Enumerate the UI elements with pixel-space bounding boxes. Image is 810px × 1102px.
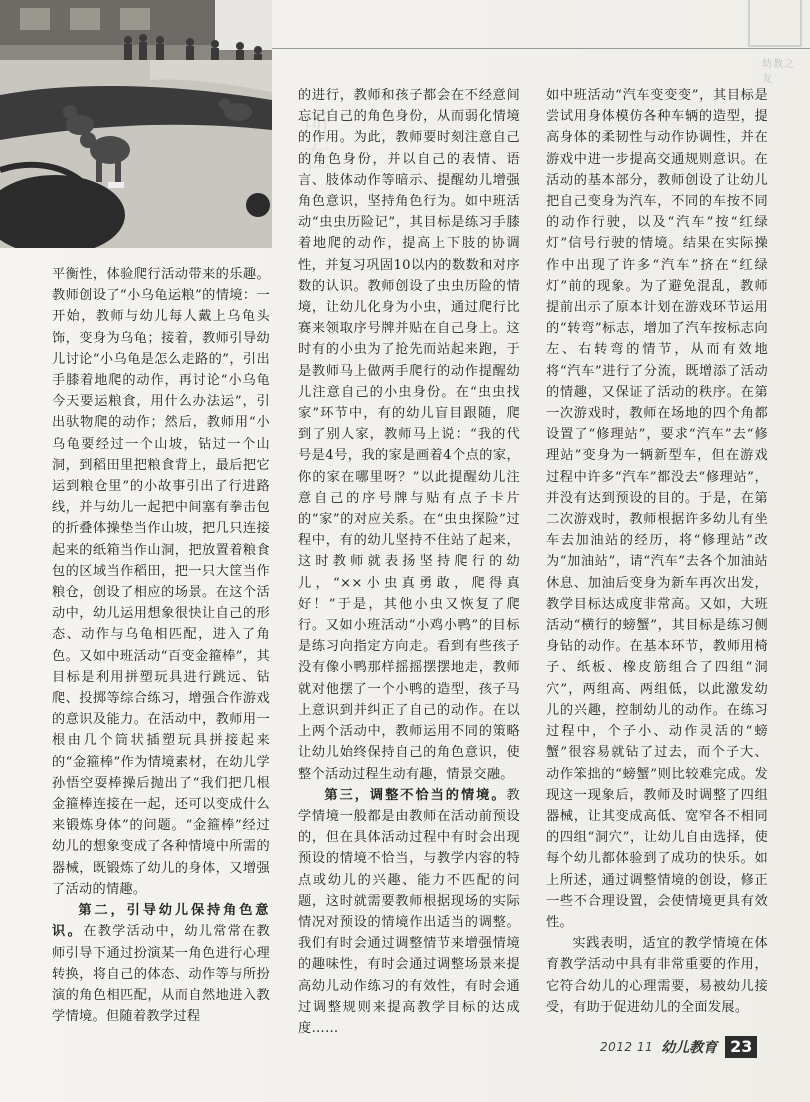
paragraph: 的进行，教师和孩子都会在不经意间忘记自己的角色身份，从而弱化情境的作用。为此，教师要时刻注意自己的角色身份，并以自己的表情、语言、肢体动作等暗示、提醒幼儿增强角色意识，坚持角色行为。如中班活动“虫虫历险记”，其目标是练习手膝着地爬的动作，提高上下肢的协调性，并复习巩固10以内的数数和对序数的认识。教师创设了虫虫历险的情境，让幼儿化身为小虫，通过爬行比赛来领取序号牌并贴在自己身上。这时有的小虫为了抢先而站起来跑，于是教师马上做两手爬行的动作提醒幼儿注意自己的小虫身份。在“虫虫找家”环节中，有的幼儿盲目跟随，爬到了别人家，教师马上说：“我的代号是4号，我的家是画着4个点的家，你的家在哪里呀？”以此提醒幼儿注意自己的序号牌与贴有点子卡片的“家”的对应关系。在“虫虫探险”过程中，有的幼儿坚持不住站了起来，这时教师就表扬坚持爬行的幼儿，“××小虫真勇敢，爬得真好！”于是，其他小虫又恢复了爬行。又如小班活动“小鸡小鸭”的目标是练习向指定方向走。看到有些孩子没有像小鸭那样摇摇摆摆地走，教师就对他摆了一个小鸭的造型，孩子马上意识到并纠正了自己的动作。在以上两个活动中，教师运用不同的策略让幼儿始终保持自己的角色意识，使整个活动过程生动有趣，情景交融。 [298,88,520,782]
paragraph: 平衡性，体验爬行活动带来的乐趣。教师创设了“小乌龟运粮”的情境：一开始，教师与幼儿每人戴上乌龟头饰，变身为乌龟；接着，教师引导幼儿讨论“小乌龟是怎么走路的”，引出手膝着地爬的动作，再讨论“小乌龟今天要运粮食，用什么办法运”，引出驮物爬的动作；然后，教师用“小乌龟要经过一个山坡，钻过一个山洞，到稻田里把粮食背上，最后把它运到粮仓里”的小故事引出了行进路线，并与幼儿一起把中间塞有拳击包的折叠体操垫当作山坡，把几只连接起来的纸箱当作山洞，把放置着粮食包的区域当作稻田，把一只大筐当作粮仓，创设了相应的场景。在这个活动中，幼儿运用想象很快让自己的形态、动作与乌龟相匹配，进入了角色。又如中班活动“百变金箍棒”，其目标是利用拼塑玩具进行跳远、钻爬、投掷等综合练习，增强合作游戏的意识及能力。在活动中，教师用一根由几个筒状插塑玩具拼接起来的“金箍棒”作为情境素材，在幼儿学孙悟空耍棒操后抛出了“我们把几根金箍棒连接在一起，还可以变成什么来锻炼身体”的问题。“金箍棒”经过幼儿的想象变成了各种情境中所需的器械，既锻炼了幼儿的身体，又增强了活动的情趣。 [52,267,270,897]
text-column-1 [52,264,270,1059]
page-number: 23 [725,1036,757,1058]
background-watermark: 所在 [299,110,332,174]
corner-frame [748,0,802,47]
paragraph: 实践表明，适宜的教学情境在体育教学活动中具有非常重要的作用，它符合幼儿的心理需要，易被幼儿接受，有助于促进幼儿的全面发展。 [546,936,768,1015]
issue-number: 2012 11 [600,1040,654,1054]
header-watermark: 幼教之友 [762,59,795,85]
paragraph [298,785,520,1039]
page-footer [600,1036,757,1058]
paragraph-text: 教学情境一般都是由教师在活动前预设的，但在具体活动过程中有时会出现预设的情境不恰当，与教学内容的特点或幼儿的兴趣、能力不匹配的问题，这时就需要教师根据现场的实际情况对预设的情境作出适当的调整。我们有时会通过调整情节来增强情境的趣味性，有时会通过调整场景来提高幼儿动作练习的有效性，有时会通过调整规则来提高教学目标的达成度…… [298,787,520,1036]
paragraph [52,900,270,1027]
journal-title: 幼儿教育 [661,1040,718,1056]
paragraph: 如中班活动“汽车变变变”，其目标是尝试用身体模仿各种车辆的造型，提高身体的柔韧性与动作协调性，并在游戏中进一步提高交通规则意识。在活动的基本部分，教师创设了让幼儿把自己变身为汽车，不同的车按不同的动作行驶，以及“汽车”按“红绿灯”信号行驶的情境。结果在实际操作中出现了许多“汽车”挤在“红绿灯”前的现象。为了避免混乱，教师提前出示了原本计划在游戏环节运用的“转弯”标志，增加了汽车按标志向左、右转弯的情节，从而有效地将“汽车”进行了分流，既增添了活动的情趣，又保证了活动的秩序。在第一次游戏时，教师在场地的四个角都设置了“修理站”，要求“汽车”去“修理站”变身为一辆新型车，但在游戏过程中许多“汽车”都没去“修理站”，并没有达到预设的目的。于是，在第二次游戏时，教师根据许多幼儿有坐车去加油站的经历，将“修理站”改为“加油站”，请“汽车”去各个加油站休息、加油后变身为新车再次出发，教学目标达成度非常高。又如，大班活动“横行的螃蟹”，其目标是练习侧身钻的动作。在基本环节，教师用椅子、纸板、橡皮筋组合了四组“洞穴”，两组高、两组低，以此激发幼儿的兴趣，控制幼儿的动作。在练习过程中，个子小、动作灵活的“螃蟹”很容易就钻了过去，而个子大、动作笨拙的“螃蟹”则比较难完成。发现这一现象后，教师及时调整了四组器械，让其变成高低、宽窄各不相同的四组“洞穴”，让幼儿自由选择，使每个幼儿都体验到了成功的快乐。如上所述，通过调整情境的创设，修正一些不合理设置，会使情境更具有效性。 [546,88,768,930]
children-crawling-photo-icon [0,0,272,248]
activity-photo [0,0,272,248]
section-heading: 第三，调整不恰当的情境。 [324,787,507,803]
paragraph-text: 在教学活动中，幼儿常常在教师引导下通过扮演某一角色进行心理转换，将自己的体态、动作等与所扮演的角色相匹配，从而自然地进入教学情境。但随着教学过程 [52,924,270,1025]
section-heading: 第二，引导幼儿保持角色意识。 [52,903,270,940]
text-column-2 [298,85,520,1057]
header-rule [215,48,810,49]
text-column-3 [546,85,768,1035]
